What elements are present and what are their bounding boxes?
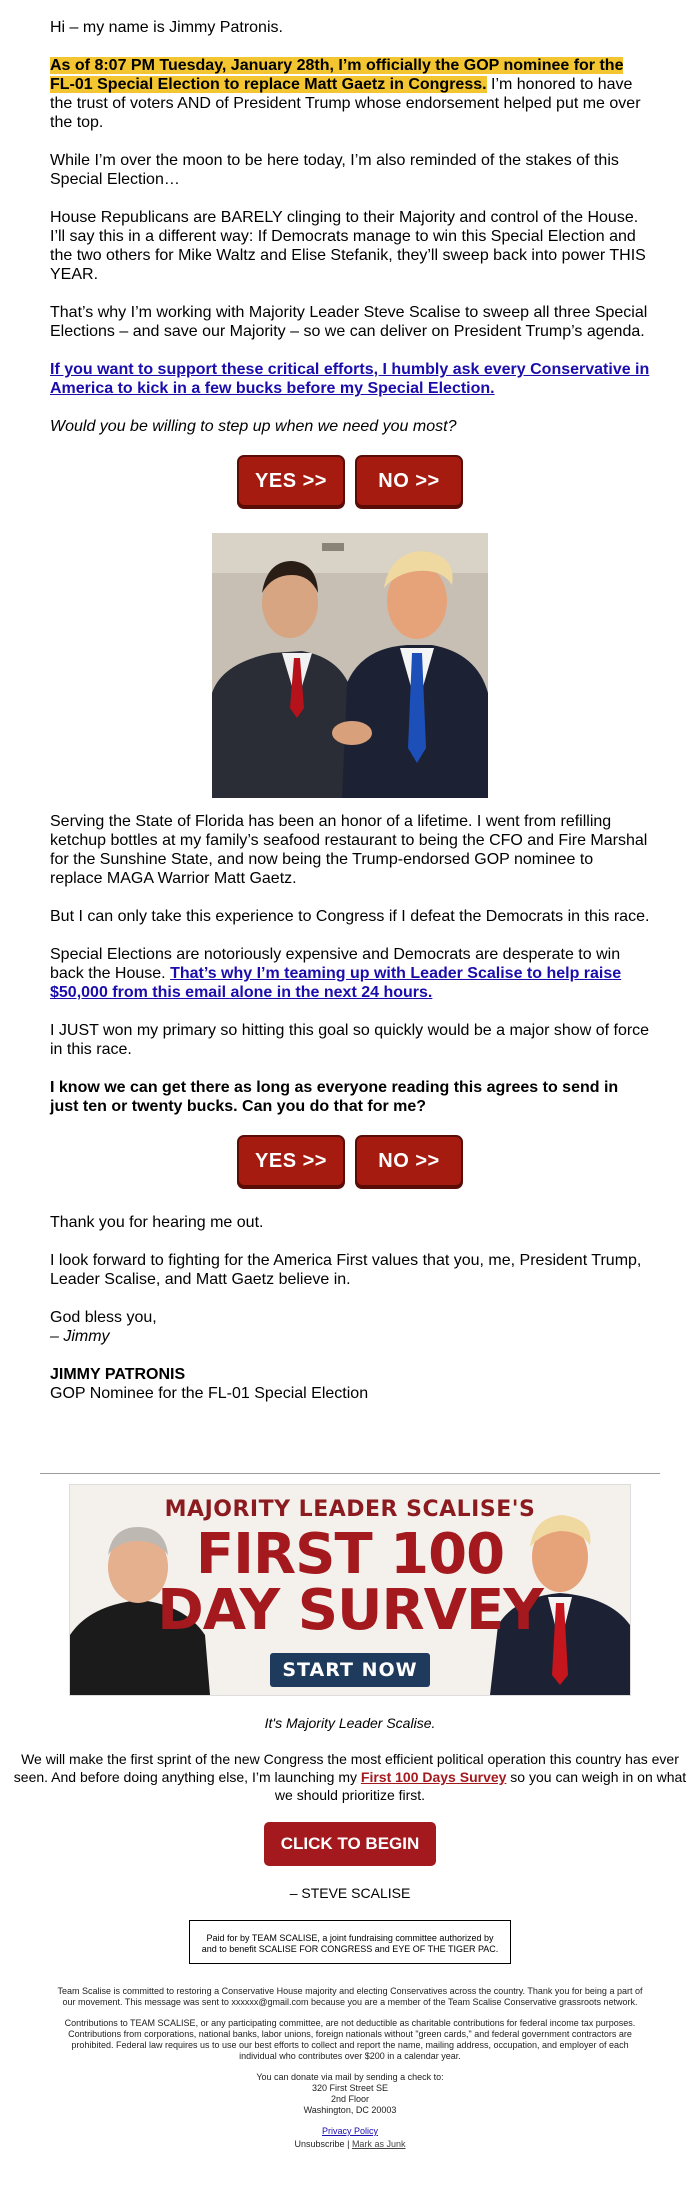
mail-intro: You can donate via mail by sending a check to: xyxy=(256,2072,444,2082)
no-button[interactable]: NO >> xyxy=(355,455,463,507)
photo-patronis-trump xyxy=(212,533,488,798)
paid-for-box: Paid for by TEAM SCALISE, a joint fundraising committee authorized by and to benefit SCALISE FOR CONGRESS and EYE OF THE TIGER PAC. xyxy=(189,1920,511,1964)
signature-title: GOP Nominee for the FL-01 Special Election xyxy=(50,1385,369,1402)
address-line3: Washington, DC 20003 xyxy=(303,2105,397,2115)
footer-legal: Contributions to TEAM SCALISE, or any participating committee, are not deductible as charitable contributions for federal income tax purposes. Contributions from corporations, national banks, labor unions, foreign nationals without "green cards," and federal government contractors are prohibited. Federal law requires us to use our best efforts to collect and report the name, mailing address, occupation, and employer of each individual who contributes over $200 in a calendar year. xyxy=(64,2018,636,2061)
banner-headline xyxy=(70,1497,630,1522)
paragraph-values: I look forward to fighting for the America First values that you, me, President Trump, Leader Scalise, and Matt Gaetz believe in. xyxy=(50,1252,642,1288)
mark-as-junk-link[interactable]: Mark as Junk xyxy=(351,2139,406,2149)
paragraph-defeat: But I can only take this experience to Congress if I defeat the Democrats in this race. xyxy=(50,908,650,925)
banner-headline-text: MAJORITY LEADER SCALISE'S xyxy=(164,1497,536,1522)
paragraph-thanks: Thank you for hearing me out. xyxy=(50,1214,264,1231)
paragraph-scalise: That’s why I’m working with Majority Leader Steve Scalise to sweep all three Special Elections – and save our Majority – so we can deliver on President Trump’s agenda. xyxy=(50,304,648,340)
paragraph-nominee xyxy=(50,56,650,132)
highlighted-text: As of 8:07 PM Tuesday, January 28th, I’m officially the GOP nominee for the FL-01 Special Election to replace Matt Gaetz in Congress. xyxy=(50,57,624,93)
banner-title-line2: DAY SURVEY xyxy=(157,1578,543,1643)
paragraph-primary: I JUST won my primary so hitting this goal so quickly would be a major show of force in this race. xyxy=(50,1022,650,1058)
survey-link[interactable]: First 100 Days Survey xyxy=(360,1769,507,1785)
section-divider xyxy=(40,1473,660,1474)
signoff: – Jimmy xyxy=(50,1328,110,1345)
survey-banner[interactable] xyxy=(69,1484,631,1696)
scalise-message xyxy=(0,1714,700,1902)
signature-name: JIMMY PATRONIS xyxy=(50,1366,186,1383)
paragraph-ask: I know we can get there as long as everyone reading this agrees to send in just ten or twenty bucks. Can you do that for me? xyxy=(50,1079,619,1115)
raise-link[interactable]: That’s why I’m teaming up with Leader Scalise to help raise $50,000 from this email alone in the next 24 hours. xyxy=(50,965,622,1001)
address-line2: 2nd Floor xyxy=(330,2094,370,2104)
photo-illustration xyxy=(212,533,488,798)
footer xyxy=(55,1986,645,2150)
paragraph-florida: Serving the State of Florida has been an honor of a lifetime. I went from refilling ketchup bottles at my family’s seafood restaurant to being the CFO and Fire Marshal for the Sunshine State, and now being the Trump-endorsed GOP nominee to replace MAGA Warrior Matt Gaetz. xyxy=(50,813,648,887)
paragraph-link-support xyxy=(50,360,650,398)
greeting: Hi – my name is Jimmy Patronis. xyxy=(50,19,283,36)
scalise-intro: It's Majority Leader Scalise. xyxy=(264,1715,436,1731)
scalise-body xyxy=(0,1750,700,1804)
unsubscribe-row xyxy=(55,2139,645,2150)
scalise-signature: – STEVE SCALISE xyxy=(289,1885,411,1901)
footer-commitment: Team Scalise is committed to restoring a Conservative House majority and electing Conservatives across the country. Thank you for being a part of our movement. This message was sent to xxxxxx@gmail.com because you are a member of the Team Scalise Conservative grassroots network. xyxy=(57,1986,643,2007)
support-link[interactable]: If you want to support these critical efforts, I humbly ask every Conservative in America to kick in a few bucks before my Special Election. xyxy=(50,361,650,397)
paragraph-text: Special Elections are notoriously expensive and Democrats are desperate to win back the House. xyxy=(50,946,621,982)
paragraph-expensive xyxy=(50,945,650,1002)
yes-button[interactable]: YES >> xyxy=(237,455,345,507)
button-row-top xyxy=(50,455,650,507)
privacy-policy-link[interactable]: Privacy Policy xyxy=(321,2126,378,2136)
scalise-body-text: We will make the first sprint of the new Congress the most efficient political operation this country has ever seen. And before doing anything else, I’m launching my xyxy=(13,1751,679,1785)
email-body xyxy=(50,0,650,1403)
yes-button[interactable]: YES >> xyxy=(237,1135,345,1187)
banner-title-line1: FIRST 100 xyxy=(195,1522,505,1587)
question: Would you be willing to step up when we need you most? xyxy=(50,418,457,435)
click-to-begin-button[interactable]: CLICK TO BEGIN xyxy=(264,1822,436,1866)
link-divider: | xyxy=(347,2139,350,2149)
scalise-body-text-end: so you can weigh in on what we should prioritize first. xyxy=(274,1769,687,1803)
address-line1: 320 First Street SE xyxy=(311,2083,389,2093)
closing xyxy=(50,1308,650,1346)
unsubscribe-link[interactable]: Unsubscribe xyxy=(294,2139,345,2149)
scalise-section xyxy=(0,1484,700,2150)
paragraph-majority: House Republicans are BARELY clinging to their Majority and control of the House. I’ll say this in a different way: If Democrats manage to win this Special Election and the two others for Mike Waltz and Elise Stefanik, they’ll sweep back into power THIS YEAR. xyxy=(50,209,646,283)
button-row-bottom xyxy=(50,1135,650,1187)
footer-mail xyxy=(55,2072,645,2116)
footer-links xyxy=(55,2126,645,2137)
bless: God bless you, xyxy=(50,1309,157,1326)
start-now-button[interactable]: START NOW xyxy=(270,1653,430,1687)
paragraph-text: I’m honored to have the trust of voters AND of President Trump whose endorsement helped put me over the top. xyxy=(50,76,641,131)
paragraph-stakes: While I’m over the moon to be here today, I’m also reminded of the stakes of this Special Election… xyxy=(50,152,619,188)
no-button[interactable]: NO >> xyxy=(355,1135,463,1187)
